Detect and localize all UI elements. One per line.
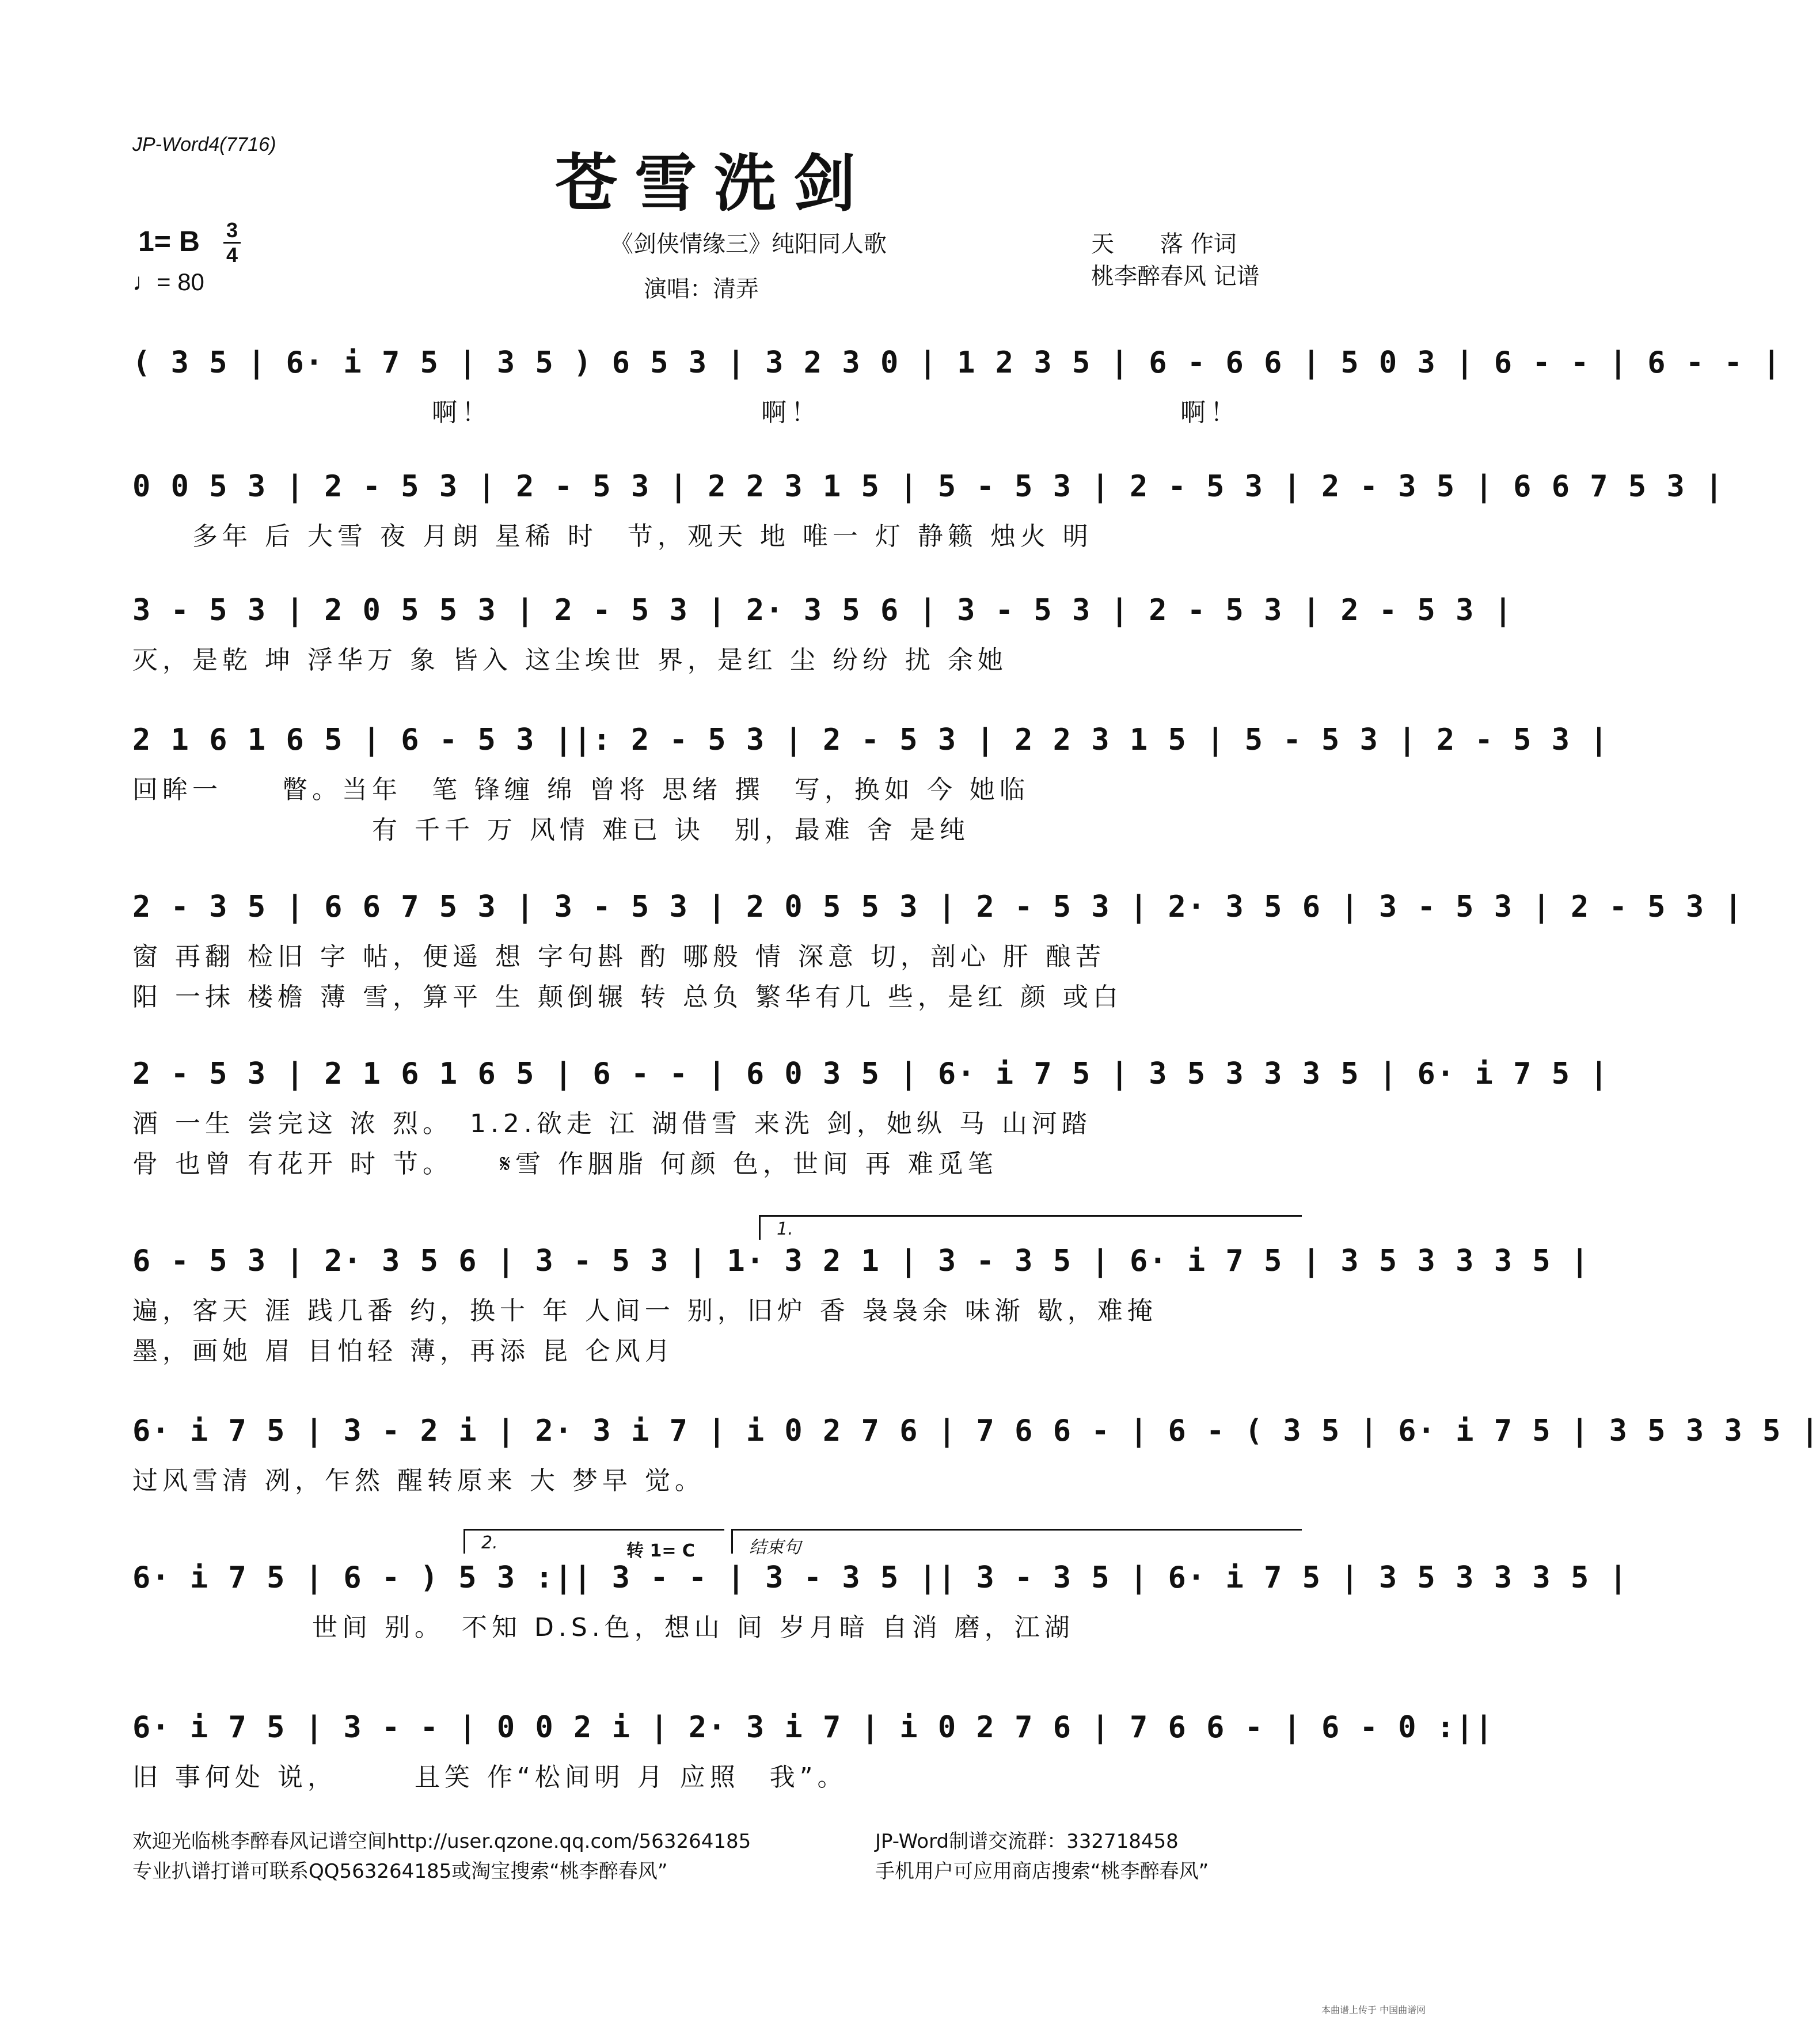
time-signature-bottom: 4	[226, 243, 238, 267]
transcriber-credit: 桃李醉春风 记谱	[1091, 263, 1260, 290]
software-label: JP-Word4(7716)	[132, 134, 276, 155]
notation-row: ( 3 5 | 6· i 7 5 | 3 5 ) 6 5 3 | 3 2 3 0 | 1 2 3 5 | 6 - 6 6 | 5 0 3 | 6 - - | 6 - - |	[132, 345, 1782, 380]
notation-row: 2 - 5 3 | 2 1 6 1 6 5 | 6 - - | 6 0 3 5 | 6· i 7 5 | 3 5 3 3 3 5 | 6· i 7 5 |	[132, 1057, 1609, 1091]
lyric-verse-2: 阳 一抹 楼檐 薄 雪，算平 生 颠倒辗 转 总负 繁华有几 些，是红 颜 或白	[132, 982, 1123, 1012]
lyric-verse-2: 骨 也曾 有花开 时 节。 𝄋雪 作胭脂 何颜 色，世间 再 难觅笔	[132, 1149, 998, 1179]
lyric-verse-1: 旧 事何处 说， 且笑 作“松间明 月 应照 我”。	[132, 1763, 848, 1792]
key-signature: 1= B	[138, 225, 200, 257]
score-line-6	[132, 1057, 1609, 1189]
song-title: 苍雪洗剑	[554, 148, 873, 220]
lyricist-credit: 天 落 作词	[1091, 231, 1237, 257]
ending-section-bracket	[731, 1529, 1302, 1558]
lyric-verse-1: 过风雪清 冽，乍然 醒转原来 大 梦早 觉。	[132, 1466, 705, 1495]
volta-label: 1.	[777, 1219, 793, 1239]
tempo-marking: ♩= 80	[132, 268, 204, 295]
notation-row: 6· i 7 5 | 3 - 2 i | 2· 3 i 7 | i 0 2 7 6 | 7 6 6 - | 6 - ( 3 5 | 6· i 7 5 | 3 5 3 3 5 |	[132, 1414, 1820, 1448]
notation-row: 2 - 3 5 | 6 6 7 5 3 | 3 - 5 3 | 2 0 5 5 3 | 2 - 5 3 | 2· 3 5 6 | 3 - 5 3 | 2 - 5 3 |	[132, 890, 1743, 924]
first-ending-bracket	[759, 1215, 1302, 1240]
lyric-verse-1: 酒 一生 尝完这 浓 烈。 1.2.欲走 江 湖借雪 来洗 剑，她纵 马 山河踏	[132, 1109, 1092, 1138]
lyric-verse-1: 回眸一 瞥。当年 笔 锋缠 绵 曾将 思绪 撰 写，换如 今 她临	[132, 775, 1029, 804]
score-line-10	[132, 1710, 1494, 1814]
lyric-verse-2: 墨，画她 眉 目怕轻 薄，再添 昆 仑风月	[132, 1336, 675, 1366]
score-line-8	[132, 1414, 1820, 1517]
lyric-verse-2: 有 千千 万 风情 难已 诀 别，最难 舍 是纯	[132, 815, 970, 845]
notation-row: 0 0 5 3 | 2 - 5 3 | 2 - 5 3 | 2 2 3 1 5 | 5 - 5 3 | 2 - 5 3 | 2 - 3 5 | 6 6 7 5 3 |	[132, 469, 1724, 504]
subtitle: 《剑侠情缘三》纯阳同人歌	[610, 231, 887, 257]
notation-row: 2 1 6 1 6 5 | 6 - 5 3 ||: 2 - 5 3 | 2 - 5 3 | 2 2 3 1 5 | 5 - 5 3 | 2 - 5 3 |	[132, 723, 1609, 757]
footer-group: JP-Word制谱交流群：332718458	[875, 1830, 1179, 1853]
notation-row: 6 - 5 3 | 2· 3 5 6 | 3 - 5 3 | 1· 3 2 1 | 3 - 3 5 | 6· i 7 5 | 3 5 3 3 3 5 |	[132, 1244, 1590, 1278]
lyric-verse-1: 灭，是乾 坤 浮华万 象 皆入 这尘埃世 界，是红 尘 纷纷 扰 余她	[132, 646, 1008, 675]
score-line-4	[132, 723, 1609, 855]
notation-row: 6· i 7 5 | 6 - ) 5 3 :|| 3 - - | 3 - 3 5 || 3 - 3 5 | 6· i 7 5 | 3 5 3 3 3 5 |	[132, 1560, 1628, 1595]
footer-app: 手机用户可应用商店搜索“桃李醉春风”	[875, 1860, 1209, 1883]
second-ending-bracket	[463, 1529, 724, 1561]
score-line-7	[132, 1244, 1590, 1376]
lyric-verse-1: 窗 再翻 检旧 字 帖，便遥 想 字句斟 酌 哪般 情 深意 切，剖心 肝 酿苦	[132, 942, 1105, 971]
score-line-1	[132, 345, 1782, 449]
notation-row: 3 - 5 3 | 2 0 5 5 3 | 2 - 5 3 | 2· 3 5 6 | 3 - 5 3 | 2 - 5 3 | 2 - 5 3 |	[132, 593, 1514, 628]
lyric-verse-1: 世间 别。 不知 D.S.色，想山 间 岁月暗 自消 磨，江湖	[132, 1613, 1074, 1642]
notation-row: 6· i 7 5 | 3 - - | 0 0 2 i | 2· 3 i 7 | i 0 2 7 6 | 7 6 6 - | 6 - 0 :||	[132, 1710, 1494, 1745]
score-line-3	[132, 593, 1514, 697]
lyric-verse-1: 啊！ 啊！ 啊！	[132, 398, 1240, 427]
score-line-2	[132, 469, 1724, 573]
lyric-verse-1: 多年 后 大雪 夜 月朗 星稀 时 节，观天 地 唯一 灯 静籁 烛火 明	[132, 522, 1093, 551]
footer-contact: 专业扒谱打谱可联系QQ563264185或淘宝搜索“桃李醉春风”	[132, 1860, 668, 1883]
watermark: 本曲谱上传于 中国曲谱网	[1321, 2004, 1426, 2015]
singer-credit: 演唱：清弄	[644, 276, 759, 302]
footer-website: 欢迎光临桃李醉春风记谱空间http://user.qzone.qq.com/563264185	[132, 1830, 751, 1853]
lyric-verse-1: 遍，客天 涯 践几番 约，换十 年 人间一 别，旧炉 香 袅袅余 味渐 歇，难掩	[132, 1296, 1157, 1326]
key-change-label: 转 1= C	[626, 1541, 695, 1561]
score-line-9	[132, 1560, 1628, 1664]
score-line-5	[132, 890, 1743, 1022]
time-signature-top: 3	[226, 218, 238, 242]
volta-label: 2.	[481, 1533, 498, 1553]
time-signature	[223, 219, 241, 267]
ending-label: 结束句	[749, 1537, 801, 1558]
